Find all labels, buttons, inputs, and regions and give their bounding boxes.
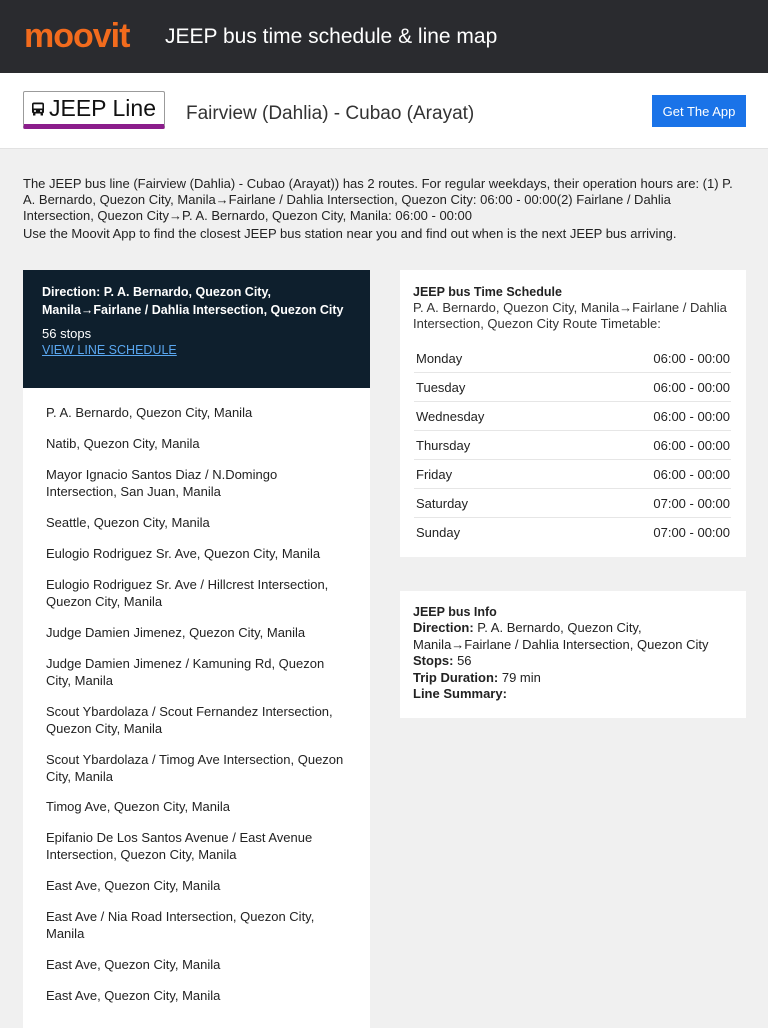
table-row [414,373,731,402]
list-item[interactable]: Eulogio Rodriguez Sr. Ave, Quezon City, Manila [46,546,321,561]
list-item[interactable]: East Ave, Quezon City, Manila [46,957,221,972]
list-item[interactable]: P. A. Bernardo, Quezon City, Manila [46,405,253,420]
time-cell: 06:00 - 00:00 [563,460,731,489]
info-title: JEEP bus Info [413,605,497,619]
schedule-title: JEEP bus Time Schedule [413,285,562,299]
time-cell: 06:00 - 00:00 [563,431,731,460]
info-direction [413,620,732,653]
day-cell: Thursday [414,431,563,460]
moovit-logo[interactable]: moovit [24,17,130,55]
line-badge-label: JEEP Line [49,95,156,121]
time-cell: 06:00 - 00:00 [563,344,731,373]
direction-header [23,270,370,388]
table-row [414,344,731,373]
list-item[interactable]: Mayor Ignacio Santos Diaz / N.Domingo Intersection, San Juan, Manila [46,467,278,499]
stops-count: 56 stops [42,326,92,341]
time-cell: 07:00 - 00:00 [653,524,730,540]
table-row [414,518,731,547]
day-cell: Tuesday [414,373,563,402]
line-badge [23,91,165,129]
description-paragraph: Use the Moovit App to find the closest JEEP bus station near you and find out when is the next JEEP bus arriving. [23,226,677,241]
info-value: 79 min [501,669,541,685]
day-cell: Sunday [416,524,461,540]
info-stops [413,653,732,670]
top-bar [0,0,768,73]
list-item[interactable]: Natib, Quezon City, Manila [46,436,200,451]
description-paragraph: The JEEP bus line (Fairview (Dahlia) - Cubao (Arayat)) has 2 routes. For regular weekdays, their operation hours are: (1) P. A. Bernardo, Quezon City, Manila→Fairlane / Dahlia Intersection, Quezon City: 06:00 - 00:00(2) Fairlane / Dahlia Intersection, Quezon City→P. A. Bernardo, Quezon City, Manila: 06:00 - 00:00 [23,176,733,223]
info-summary [413,686,732,703]
info-label: Trip Duration: [413,669,499,685]
time-cell: 06:00 - 00:00 [563,402,731,431]
page-title: JEEP bus time schedule & line map [165,25,498,48]
info-label: Direction: [413,620,474,635]
time-cell: 06:00 - 00:00 [563,373,731,402]
table-row [414,431,731,460]
info-label: Line Summary: [413,686,507,701]
schedule-table [414,344,731,546]
list-item[interactable]: East Ave, Quezon City, Manila [46,988,221,1003]
list-item[interactable]: Eulogio Rodriguez Sr. Ave / Hillcrest Intersection, Quezon City, Manila [46,577,329,609]
table-row [414,460,731,489]
day-cell: Friday [414,460,563,489]
route-name: Fairview (Dahlia) - Cubao (Arayat) [186,103,475,124]
list-item[interactable]: Judge Damien Jimenez, Quezon City, Manila [46,625,306,640]
day-cell: Wednesday [414,402,563,431]
bus-info-panel [400,591,746,718]
day-cell: Monday [414,344,563,373]
direction-title: Direction: P. A. Bernardo, Quezon City, Manila→Fairlane / Dahlia Intersection, Quezon City [42,285,344,317]
day-cell: Saturday [414,489,563,518]
list-item[interactable]: Timog Ave, Quezon City, Manila [46,799,231,814]
time-cell: 07:00 - 00:00 [563,489,731,518]
list-item[interactable]: Seattle, Quezon City, Manila [46,515,210,530]
stops-list [23,388,370,1028]
list-item[interactable]: Judge Damien Jimenez / Kamuning Rd, Quezon City, Manila [46,656,325,688]
list-item[interactable]: Scout Ybardolaza / Timog Ave Intersection, Quezon City, Manila [46,752,344,784]
table-row [414,489,731,518]
list-item[interactable]: Scout Ybardolaza / Scout Fernandez Intersection, Quezon City, Manila [46,704,333,736]
line-description [23,176,745,242]
info-duration [413,670,732,687]
time-schedule-panel [400,270,746,557]
view-line-schedule-link[interactable]: VIEW LINE SCHEDULE [42,343,177,357]
get-the-app-button[interactable]: Get The App [652,95,746,127]
table-row [414,402,731,431]
schedule-subtitle: P. A. Bernardo, Quezon City, Manila→Fairlane / Dahlia Intersection, Quezon City Route Timetable: [413,300,727,331]
list-item[interactable]: Epifanio De Los Santos Avenue / East Avenue Intersection, Quezon City, Manila [46,830,313,862]
bus-icon [30,101,46,117]
info-value: P. A. Bernardo, Quezon City, Manila→Fairlane / Dahlia Intersection, Quezon City [413,620,709,652]
list-item[interactable]: East Ave, Quezon City, Manila [46,878,221,893]
info-value: 56 [457,653,472,668]
info-label: Stops: [413,653,454,668]
list-item[interactable]: East Ave / Nia Road Intersection, Quezon City, Manila [46,909,315,941]
